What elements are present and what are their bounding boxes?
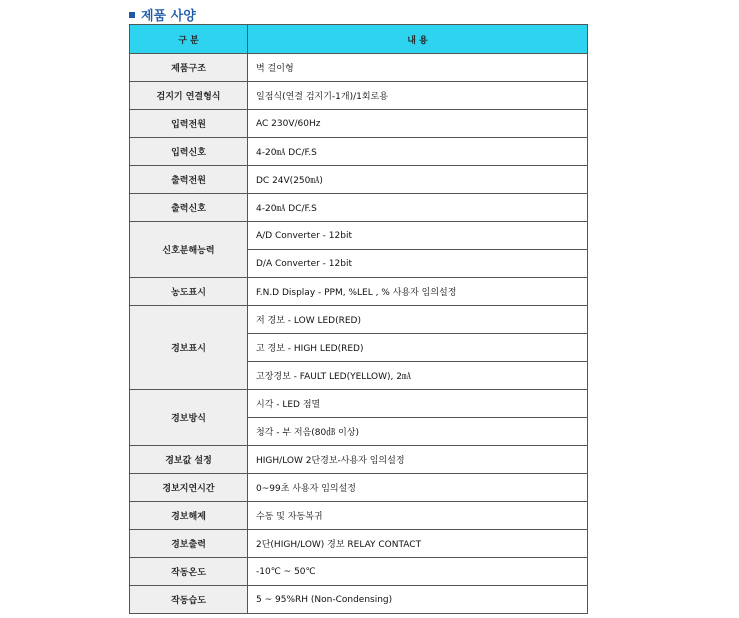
header-content: 내 용 [248, 25, 588, 54]
section-title-text: 제품 사양 [141, 8, 196, 24]
row-label: 입력신호 [130, 138, 248, 166]
row-value: DC 24V(250㎃) [248, 166, 588, 194]
row-value: 고 경보 - HIGH LED(RED) [248, 334, 588, 362]
table-row [130, 474, 588, 502]
row-label: 입력전원 [130, 110, 248, 138]
row-value: 일점식(연결 검지기-1개)/1회로용 [248, 82, 588, 110]
row-label: 경보표시 [130, 306, 248, 390]
table-row [130, 558, 588, 586]
row-label: 경보지연시간 [130, 474, 248, 502]
row-label: 경보해제 [130, 502, 248, 530]
row-value: 시각 - LED 점멸 [248, 390, 588, 418]
square-bullet-icon [129, 12, 135, 18]
section-title [129, 4, 196, 24]
row-label: 출력전원 [130, 166, 248, 194]
row-value: A/D Converter - 12bit [248, 222, 588, 250]
row-value: 수동 및 자동복귀 [248, 502, 588, 530]
row-value: 5 ~ 95%RH (Non-Condensing) [248, 586, 588, 614]
row-value: 저 경보 - LOW LED(RED) [248, 306, 588, 334]
row-label: 경보값 설정 [130, 446, 248, 474]
row-value: HIGH/LOW 2단경보-사용자 임의설정 [248, 446, 588, 474]
spec-table [129, 24, 588, 614]
table-row [130, 82, 588, 110]
row-value: F.N.D Display - PPM, %LEL , % 사용자 임의설정 [248, 278, 588, 306]
table-row [130, 530, 588, 558]
row-value: 4-20㎃ DC/F.S [248, 194, 588, 222]
row-label: 제품구조 [130, 54, 248, 82]
row-value: D/A Converter - 12bit [248, 250, 588, 278]
table-row [130, 110, 588, 138]
row-label: 출력신호 [130, 194, 248, 222]
table-row [130, 502, 588, 530]
row-value: 2단(HIGH/LOW) 경보 RELAY CONTACT [248, 530, 588, 558]
row-label: 농도표시 [130, 278, 248, 306]
row-value: 벽 걸이형 [248, 54, 588, 82]
table-row [130, 278, 588, 306]
table-row [130, 222, 588, 250]
header-category: 구 분 [130, 25, 248, 54]
row-value: AC 230V/60Hz [248, 110, 588, 138]
table-row [130, 586, 588, 614]
row-label: 경보출력 [130, 530, 248, 558]
row-label: 경보방식 [130, 390, 248, 446]
row-value: 고장경보 - FAULT LED(YELLOW), 2㎃ [248, 362, 588, 390]
row-value: -10℃ ~ 50℃ [248, 558, 588, 586]
row-label: 작동습도 [130, 586, 248, 614]
table-row [130, 54, 588, 82]
row-label: 신호분해능력 [130, 222, 248, 278]
row-value: 청각 - 부 저음(80㏈ 이상) [248, 418, 588, 446]
row-value: 4-20㎃ DC/F.S [248, 138, 588, 166]
table-row [130, 138, 588, 166]
row-label: 검지기 연결형식 [130, 82, 248, 110]
table-row [130, 194, 588, 222]
row-label: 작동온도 [130, 558, 248, 586]
table-row [130, 306, 588, 334]
table-row [130, 390, 588, 418]
row-value: 0~99초 사용자 임의설정 [248, 474, 588, 502]
table-row [130, 166, 588, 194]
table-row [130, 446, 588, 474]
table-header-row [130, 25, 588, 54]
